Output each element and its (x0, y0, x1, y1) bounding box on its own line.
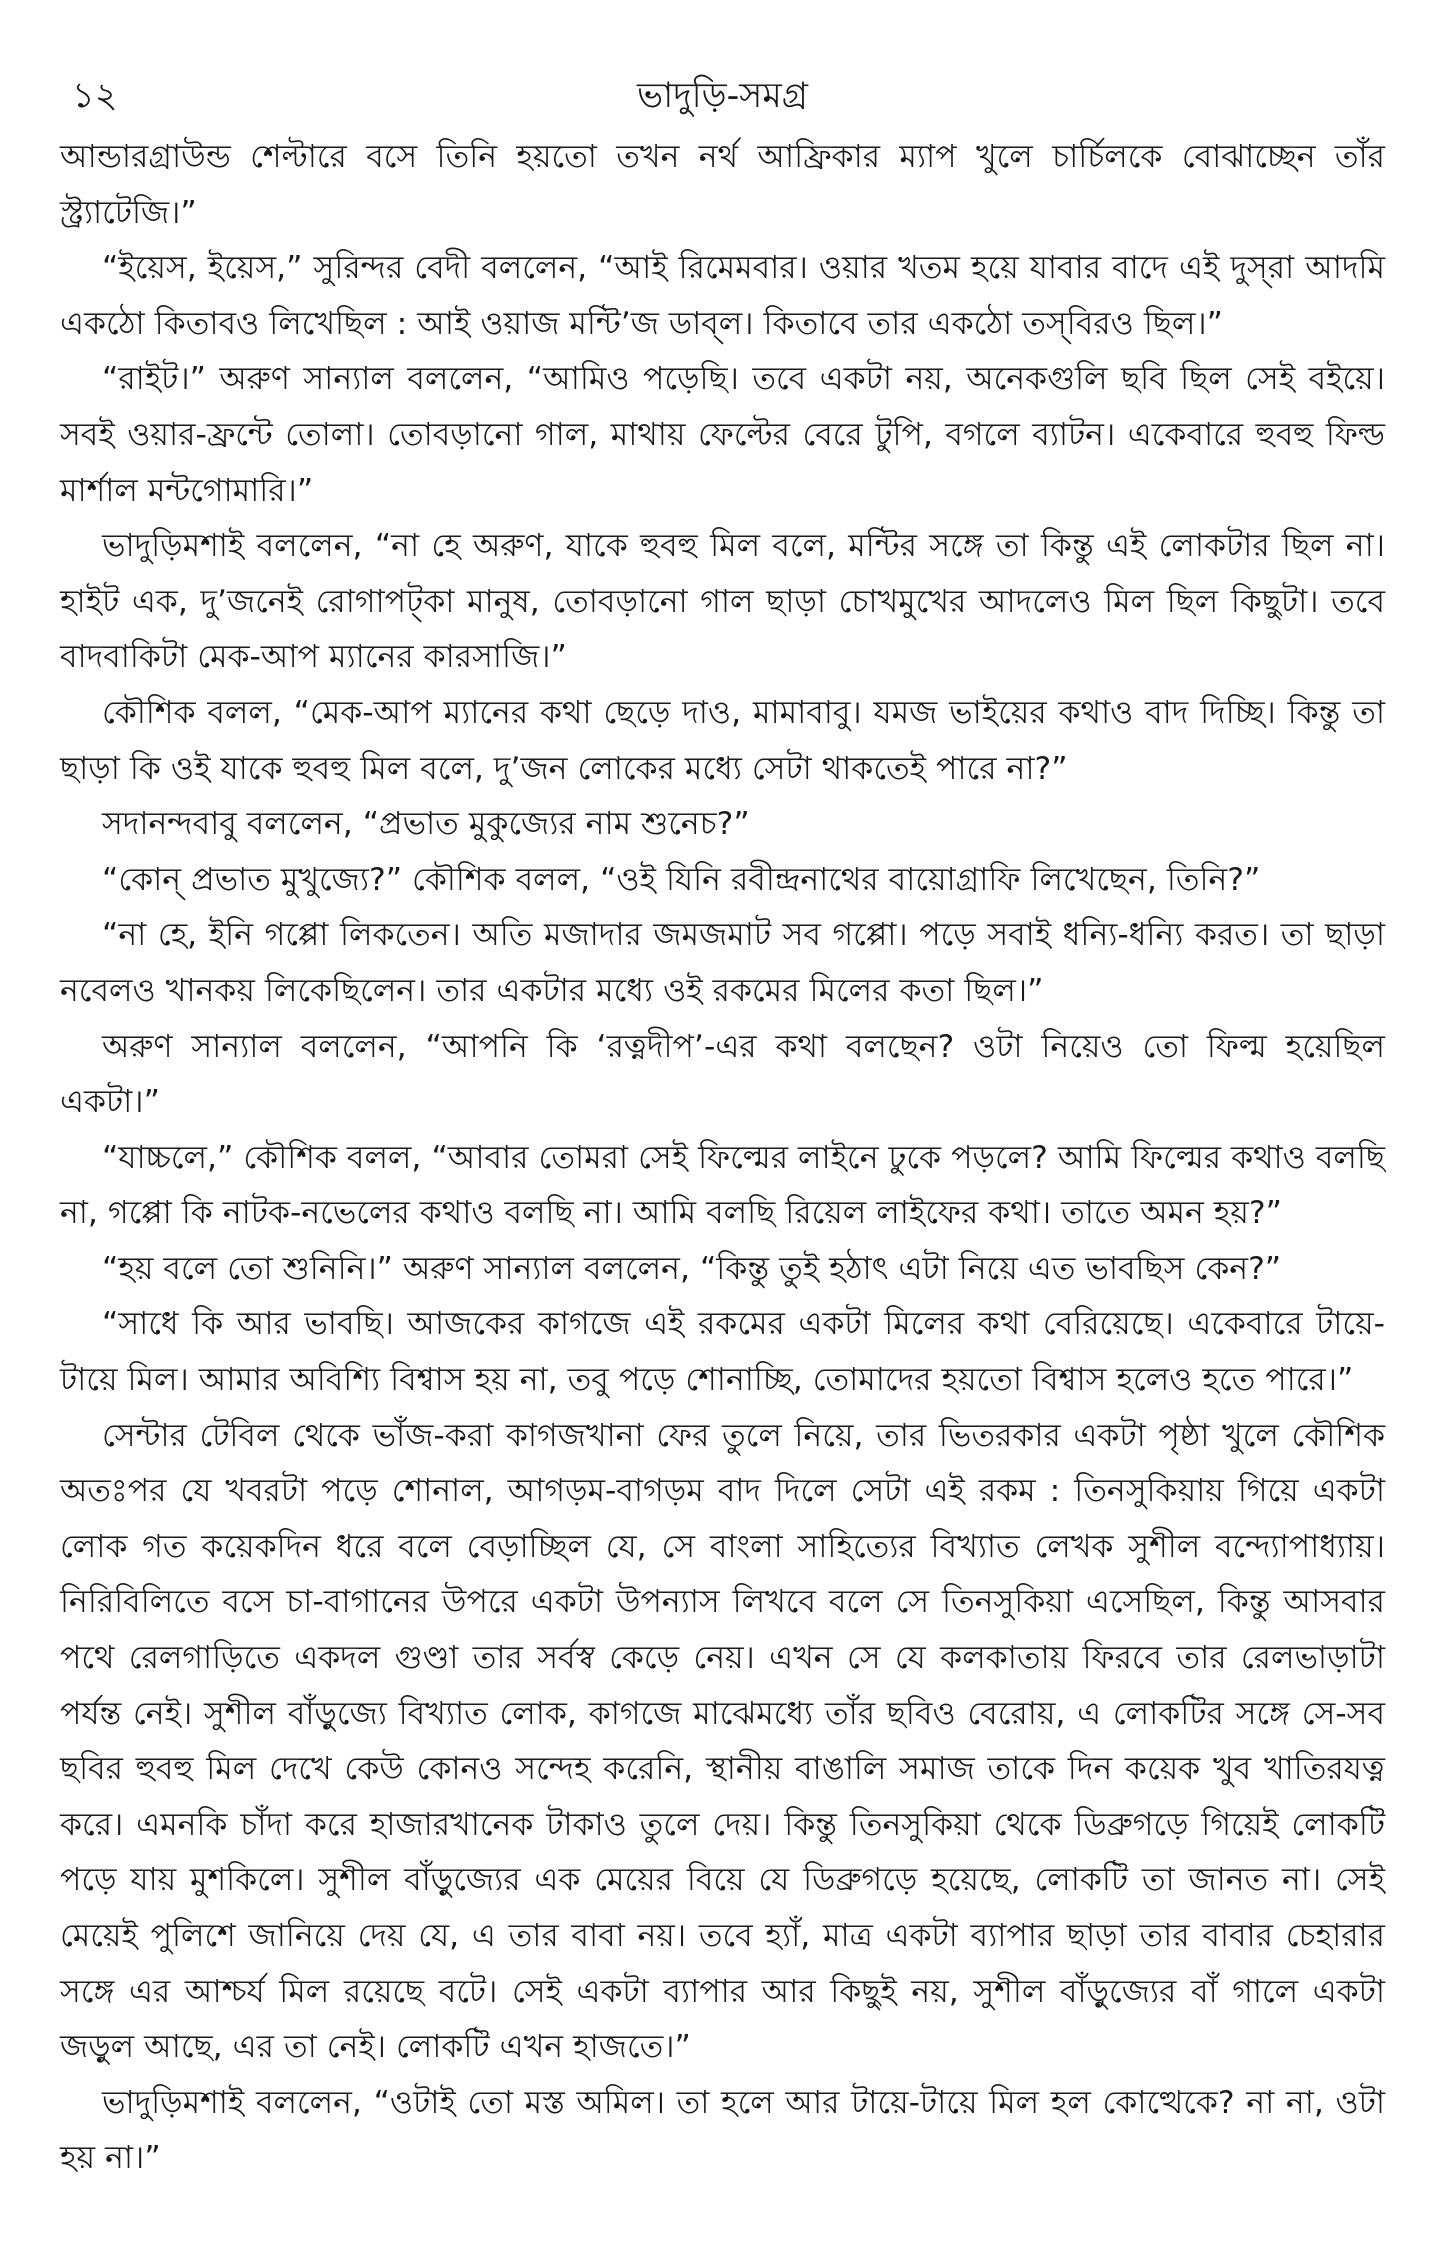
paragraph: কৌশিক বলল, “মেক-আপ ম্যানের কথা ছেড়ে দাও, মামাবাবু। যমজ ভাইয়ের কথাও বাদ দিচ্ছি। কিন্তু তা ছাড়া কি ওই যাকে হুবহু মিল বলে, দু’জন লোকের মধ্যে সেটা থাকতেই পারে না?” (60, 694, 1385, 787)
paragraph: ভাদুড়িমশাই বললেন, “না হে অরুণ, যাকে হুবহু মিল বলে, মন্টির সঙ্গে তা কিন্তু এই লোকটার ছিল না। হাইট এক, দু’জনেই রোগাপট্‌কা মানুষ, তোবড়ানো গাল ছাড়া চোখমুখের আদলেও মিল ছিল কিছুটা। তবে বাদবাকিটা মেক-আপ ম্যানের কারসাজি।” (60, 528, 1385, 676)
paragraph: সদানন্দবাবু বললেন, “প্রভাত মুকুজ্যের নাম শুনেচ?” (102, 806, 750, 843)
page-header (60, 68, 1385, 130)
paragraph: আন্ডারগ্রাউন্ড শেল্টারে বসে তিনি হয়তো তখন নর্থ আফ্রিকার ম্যাপ খুলে চার্চিলকে বোঝাচ্ছেন তাঁর স্ট্র্যাটেজি।” (60, 139, 1385, 231)
paragraph: সেন্টার টেবিল থেকে ভাঁজ-করা কাগজখানা ফের তুলে নিয়ে, তার ভিতরকার একটা পৃষ্ঠা খুলে কৌশিক অতঃপর যে খবরটা পড়ে শোনাল, আগড়ম-বাগড়ম বাদ দিলে সেটা এই রকম : তিনসুকিয়ায় গিয়ে একটা লোক গত কয়েকদিন ধরে বলে বেড়াচ্ছিল যে, সে বাংলা সাহিত্যের বিখ্যাত লেখক সুশীল বন্দ্যোপাধ্যায়। নিরিবিলিতে বসে চা-বাগানের উপরে একটা উপন্যাস লিখবে বলে সে তিনসুকিয়া এসেছিল, কিন্তু আসবার পথে রেলগাড়িতে একদল গুণ্ডা তার সর্বস্ব কেড়ে নেয়। এখন সে যে কলকাতায় ফিরবে তার রেলভাড়াটা পর্যন্ত নেই। সুশীল বাঁড়ুজ্যে বিখ্যাত লোক, কাগজে মাঝেমধ্যে তাঁর ছবিও বেরোয়, এ লোকটির সঙ্গে সে-সব ছবির হুবহু মিল দেখে কেউ কোনও সন্দেহ করেনি, স্থানীয় বাঙালি সমাজ তাকে দিন কয়েক খুব খাতিরযত্ন করে। এমনকি চাঁদা করে হাজারখানেক টাকাও তুলে দেয়। কিন্তু তিনসুকিয়া থেকে ডিব্রুগড়ে গিয়েই লোকটি পড়ে যায় মুশকিলে। সুশীল বাঁড়ুজ্যের এক মেয়ের বিয়ে যে ডিব্রুগড়ে হয়েছে, লোকটি তা জানত না। সেই মেয়েই পুলিশে জানিয়ে দেয় যে, এ তার বাবা নয়। তবে হ্যাঁ, মাত্র একটা ব্যাপার ছাড়া তার বাবার চেহারার সঙ্গে এর আশ্চর্য মিল রয়েছে বটে। সেই একটা ব্যাপার আর কিছুই নয়, সুশীল বাঁড়ুজ্যের বাঁ গালে একটা জড়ুল আছে, এর তা নেই। লোকটি এখন হাজতে।” (60, 1417, 1385, 2066)
running-title: ভাদুড়ি-সমগ্র (636, 76, 809, 116)
paragraph: “রাইট।” অরুণ সান্যাল বললেন, “আমিও পড়েছি। তবে একটা নয়, অনেকগুলি ছবি ছিল সেই বইয়ে। সবই ওয়ার-ফ্রন্টে তোলা। তোবড়ানো গাল, মাথায় ফেল্টের বেরে টুপি, বগলে ব্যাটন। একেবারে হুবহু ফিল্ড মার্শাল মন্টগোমারি।” (60, 361, 1385, 509)
paragraph: “যাচ্চলে,” কৌশিক বলল, “আবার তোমরা সেই ফিল্মের লাইনে ঢুকে পড়লে? আমি ফিল্মের কথাও বলছি না, গপ্পো কি নাটক-নভেলের কথাও বলছি না। আমি বলছি রিয়েল লাইফের কথা। তাতে অমন হয়?” (60, 1139, 1385, 1232)
paragraph: “কোন্‌ প্রভাত মুখুজ্যে?” কৌশিক বলল, “ওই যিনি রবীন্দ্রনাথের বায়োগ্রাফি লিখেছেন, তিনি?” (102, 861, 1261, 898)
paragraph: ভাদুড়িমশাই বললেন, “ওটাই তো মস্ত অমিল। তা হলে আর টায়ে-টায়ে মিল হল কোত্থেকে? না না, ওটা হয় না।” (60, 2084, 1385, 2177)
body-text (60, 130, 1385, 2187)
paragraph: “সাধে কি আর ভাবছি। আজকের কাগজে এই রকমের একটা মিলের কথা বেরিয়েছে। একেবারে টায়ে-টায়ে মিল। আমার অবিশ্যি বিশ্বাস হয় না, তবু পড়ে শোনাচ্ছি, তোমাদের হয়তো বিশ্বাস হলেও হতে পারে।” (60, 1306, 1385, 1399)
page-number: ১২ (72, 76, 118, 116)
paragraph: “না হে, ইনি গপ্পো লিকতেন। অতি মজাদার জমজমাট সব গপ্পো। পড়ে সবাই ধন্যি-ধন্যি করত। তা ছাড়া নবেলও খানকয় লিকেছিলেন। তার একটার মধ্যে ওই রকমের মিলের কতা ছিল।” (60, 917, 1385, 1009)
paragraph: অরুণ সান্যাল বললেন, “আপনি কি ‘রত্নদীপ’-এর কথা বলছেন? ওটা নিয়েও তো ফিল্ম হয়েছিল একটা।” (60, 1028, 1385, 1121)
paragraph: “হয় বলে তো শুনিনি।” অরুণ সান্যাল বললেন, “কিন্তু তুই হঠাৎ এটা নিয়ে এত ভাবছিস কেন?” (102, 1250, 1282, 1287)
paragraph: “ইয়েস, ইয়েস,” সুরিন্দর বেদী বললেন, “আই রিমেমবার। ওয়ার খতম হয়ে যাবার বাদে এই দুস্‌রা আদমি একঠো কিতাবও লিখেছিল : আই ওয়াজ মন্টি’জ ডাব্‌ল। কিতাবে তার একঠো তস্‌বিরও ছিল।” (60, 250, 1385, 342)
